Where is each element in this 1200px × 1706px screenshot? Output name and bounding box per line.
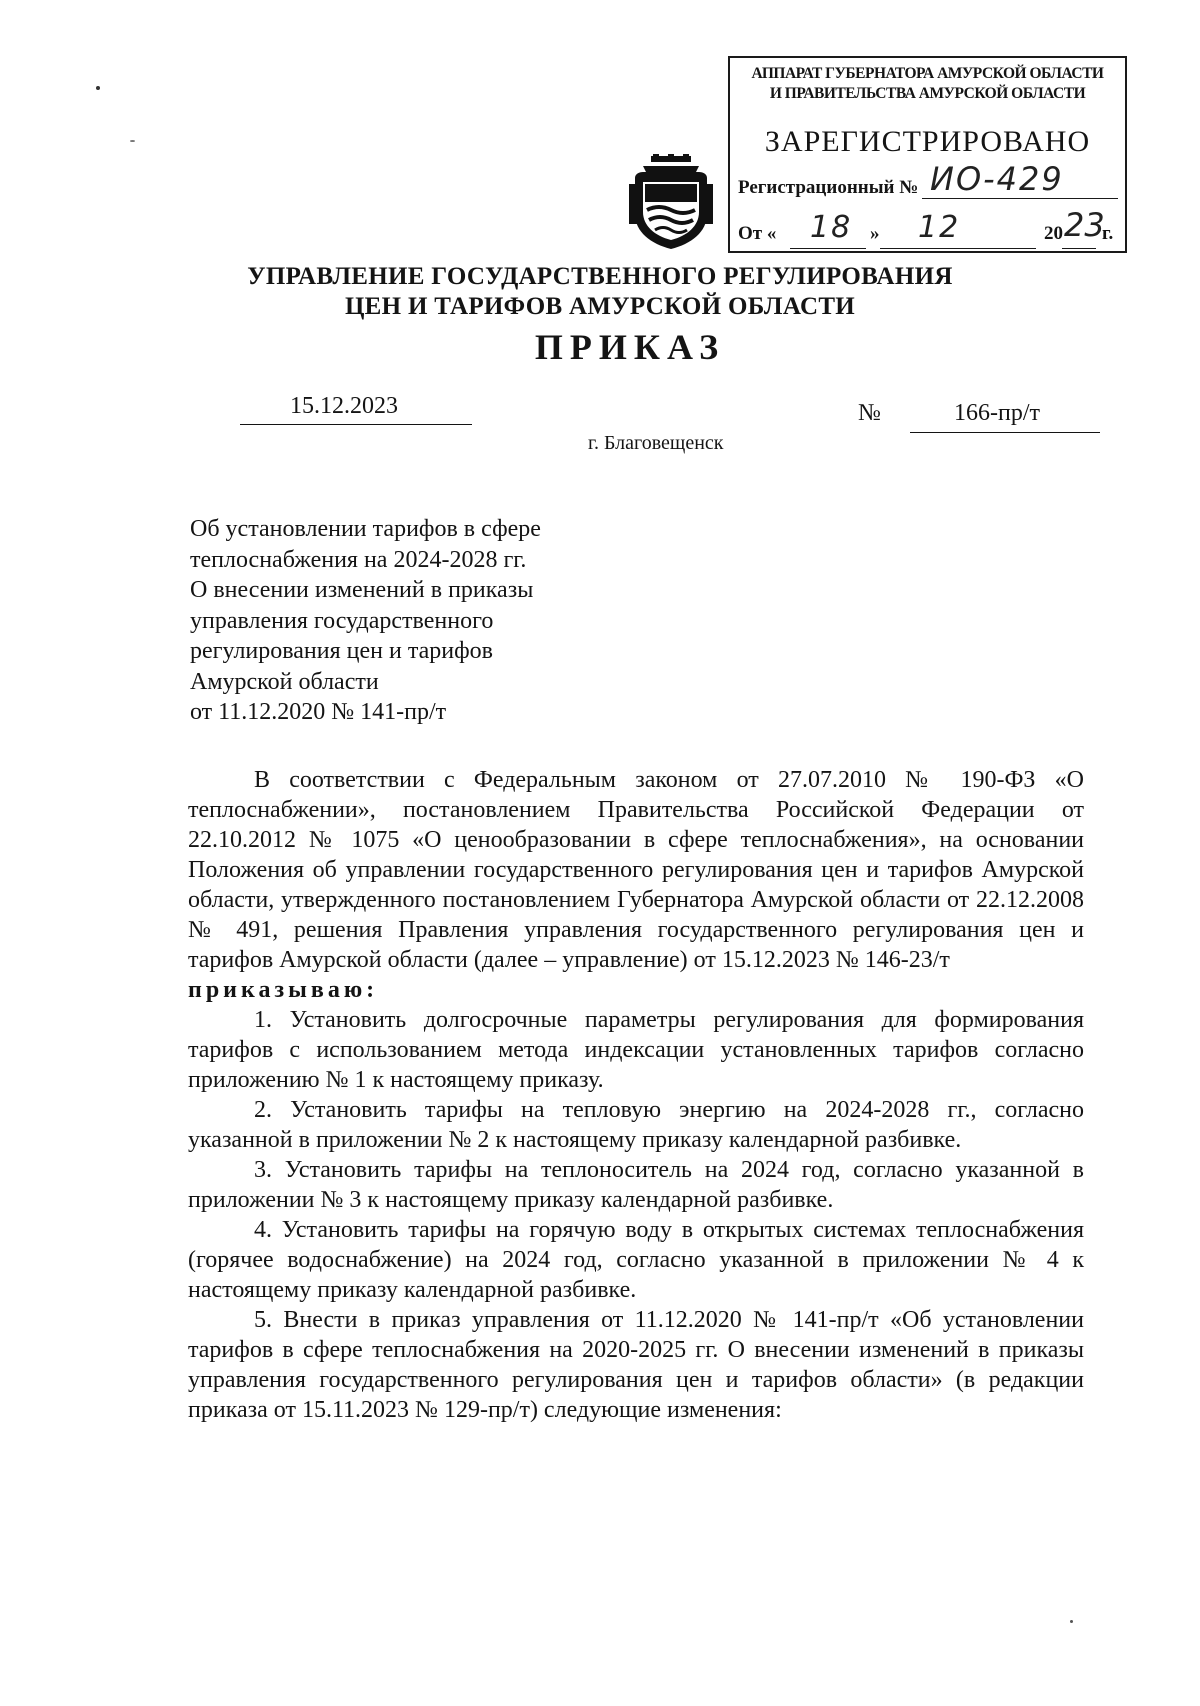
subject-line: теплоснабжения на 2024-2028 гг.	[190, 546, 527, 573]
stamp-org-line-2: И ПРАВИТЕЛЬСТВА АМУРСКОЙ ОБЛАСТИ	[769, 85, 1086, 102]
document-body	[188, 765, 1084, 1425]
scan-speck	[96, 86, 100, 90]
stamp-reg-number: ИО-429	[930, 160, 1064, 198]
stamp-title: ЗАРЕГИСТРИРОВАНО	[764, 125, 1091, 158]
document-number: 166-пр/т	[954, 400, 1040, 426]
preamble-paragraph: В соответствии с Федеральным законом от 27.07.2010 № 190-ФЗ «О теплоснабжении», постановлением Правительства Российской Федерации от 22.10.2012 № 1075 «О ценообразовании в сфере теплоснабжения», на основании Положения об управлении государственного регулирования цен и тарифов Амурской области, утвержденного постановлением Губернатора Амурской области от 22.12.2008 № 491, решения Правления управления государственного регулирования цен и тарифов Амурской области (далее – управление) от 15.12.2023 № 146-23/т	[188, 767, 1084, 973]
stamp-day-underline	[790, 248, 866, 249]
number-sign: №	[858, 400, 881, 426]
document-number-underline	[910, 432, 1100, 433]
document-type: ПРИКАЗ	[534, 327, 726, 367]
stamp-reg-underline	[922, 198, 1118, 199]
organization-title	[200, 262, 1000, 322]
decree-item-5: 5. Внести в приказ управления от 11.12.2020 № 141-пр/т «Об установлении тарифов в сфере теплоснабжения на 2020-2025 гг. О внесении изменений в приказы управления государственного регулирования цен и тарифов области» (в редакции приказа от 15.11.2023 № 129-пр/т) следующие изменения:	[188, 1307, 1084, 1423]
stamp-year-mark: г.	[1102, 223, 1114, 244]
stamp-year-prefix: 20	[1044, 223, 1063, 244]
stamp-reg-label: Регистрационный №	[738, 177, 919, 198]
decree-item-1: 1. Установить долгосрочные параметры регулирования для формирования тарифов с использованием метода индексации установленных тарифов согласно приложению № 1 к настоящему приказу.	[188, 1007, 1084, 1093]
stamp-date-quote-close: »	[870, 223, 880, 244]
subject-line: от 11.12.2020 № 141-пр/т	[190, 699, 447, 725]
stamp-date-prefix: От «	[738, 223, 777, 244]
coat-of-arms-icon	[629, 154, 713, 250]
subject-line: регулирования цен и тарифов	[190, 638, 493, 664]
stamp-month: 12	[918, 210, 961, 245]
subject-line: О внесении изменений в приказы	[190, 577, 534, 603]
organization-title-line-2: ЦЕН И ТАРИФОВ АМУРСКОЙ ОБЛАСТИ	[344, 293, 856, 320]
stamp-org-line-1: АППАРАТ ГУБЕРНАТОРА АМУРСКОЙ ОБЛАСТИ	[751, 65, 1104, 82]
stamp-org	[730, 64, 1125, 104]
stamp-day: 18	[810, 210, 853, 245]
decree-word: приказываю:	[188, 977, 379, 1003]
document-subject	[190, 514, 541, 728]
stamp-year-suffix: 23	[1064, 206, 1105, 244]
stamp-year-underline	[1062, 248, 1096, 249]
scan-speck	[130, 140, 135, 142]
decree-item-4: 4. Установить тарифы на горячую воду в открытых системах теплоснабжения (горячее водоснабжение) на 2024 год, согласно указанной в приложении № 4 к настоящему приказу календарной разбивке.	[188, 1217, 1084, 1303]
subject-line: управления государственного	[190, 607, 494, 634]
document-city: г. Благовещенск	[588, 432, 724, 454]
document-date: 15.12.2023	[290, 393, 398, 419]
subject-line: Амурской области	[190, 668, 379, 695]
stamp-month-underline	[880, 248, 1036, 249]
decree-item-3: 3. Установить тарифы на теплоноситель на 2024 год, согласно указанной в приложении № 3 к настоящему приказу календарной разбивке.	[188, 1157, 1084, 1213]
scan-speck	[1070, 1620, 1073, 1623]
subject-line: Об установлении тарифов в сфере	[190, 516, 541, 542]
decree-item-2: 2. Установить тарифы на тепловую энергию на 2024-2028 гг., согласно указанной в приложении № 2 к настоящему приказу календарной разбивке.	[188, 1097, 1084, 1153]
document-date-underline	[240, 424, 472, 425]
organization-title-line-1: УПРАВЛЕНИЕ ГОСУДАРСТВЕННОГО РЕГУЛИРОВАНИЯ	[247, 263, 953, 290]
registration-stamp	[728, 56, 1127, 253]
